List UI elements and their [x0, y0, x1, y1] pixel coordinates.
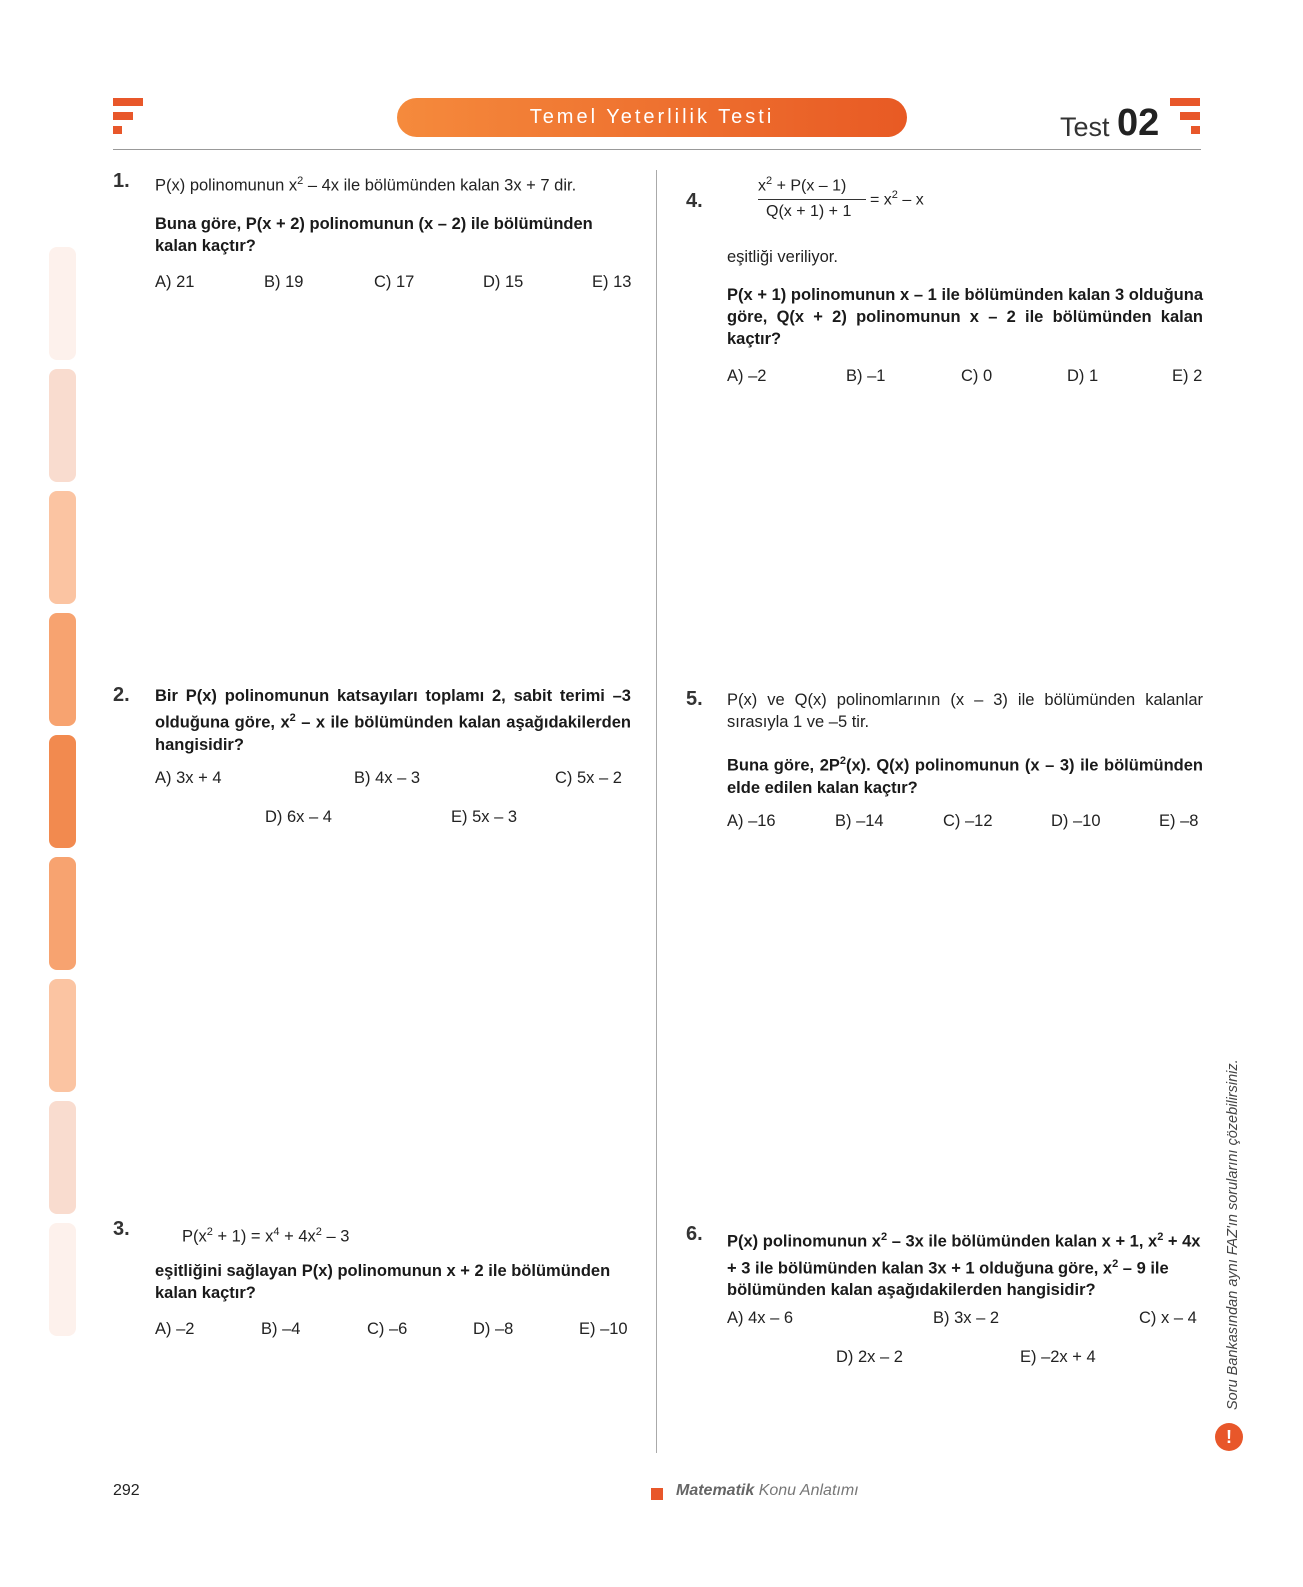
q2-option-b[interactable]: B) 4x – 3: [354, 769, 421, 787]
q3-option-d[interactable]: D) –8: [473, 1320, 514, 1338]
section-tab: [49, 491, 76, 604]
q2-option-c[interactable]: C) 5x – 2: [555, 769, 622, 787]
section-tab: [49, 857, 76, 970]
q4-numerator: $x^2 + P(x - 1)$: [758, 175, 847, 195]
q4-option-c[interactable]: C) 0: [961, 367, 993, 385]
header-divider: [113, 149, 1201, 150]
q3-option-e[interactable]: E) –10: [579, 1320, 628, 1338]
q4-rhs: = $x^2$ – x: [870, 189, 924, 209]
question-5-number: 5.: [686, 688, 703, 710]
side-note: Soru Bankasından aynı FAZ'ın sorularını çözebilirsiniz.: [1225, 1059, 1241, 1410]
q1-option-c[interactable]: C) 17: [374, 273, 415, 291]
question-2-number: 2.: [113, 684, 130, 706]
q1-option-a[interactable]: A) 21: [155, 273, 195, 291]
question-4-text: P(x + 1) polinomunun x – 1 ile bölümünden kalan 3 olduğuna göre, Q(x + 2) polinomunun x – 2 ile bölümünden kalan kaçtır?: [727, 286, 1203, 348]
footer-book-title: [676, 1482, 859, 1500]
test-title-banner: Temel Yeterlilik Testi: [397, 98, 907, 137]
test-label: Test: [1060, 112, 1110, 142]
q3-option-a[interactable]: A) –2: [155, 1320, 195, 1338]
question-6-text: P(x) polinomunun $x^2 - 3x$ ile bölümünden kalan x + 1, $x^2 + 4x + 3$ ile bölümünden kalan 3x + 1 olduğuna göre, $x^2 - 9$ ile bölümünden kalan aşağıdakilerden hangisidir?: [727, 1231, 1201, 1299]
question-5-text: Buna göre, $2P^2(x)$. Q(x) polinomunun (x – 3) ile bölümünden elde edilen kalan kaçtır?: [727, 755, 1203, 797]
brand-logo: [113, 98, 143, 138]
q5-option-b[interactable]: B) –14: [835, 812, 884, 830]
q2-option-d[interactable]: D) 6x – 4: [265, 808, 332, 826]
q6-option-d[interactable]: D) 2x – 2: [836, 1348, 903, 1366]
q6-option-e[interactable]: E) –2x + 4: [1020, 1348, 1096, 1366]
section-tab: [49, 735, 76, 848]
question-6-options: [727, 1309, 1203, 1366]
footer-subtitle: Konu Anlatımı: [758, 1482, 859, 1499]
question-2-options: [155, 769, 631, 826]
section-tab: [49, 247, 76, 360]
question-6-number: 6.: [686, 1223, 703, 1245]
question-2-text: Bir P(x) polinomunun katsayıları toplamı 2, sabit terimi –3 olduğuna göre, $x^2$ – x ile bölümünden kalan aşağıdakilerden hangisidir?: [155, 687, 632, 754]
q4-option-b[interactable]: B) –1: [846, 367, 886, 385]
q4-option-d[interactable]: D) 1: [1067, 367, 1099, 385]
q4-option-e[interactable]: E) 2: [1172, 367, 1203, 385]
column-divider: [656, 170, 657, 1453]
section-tab: [49, 979, 76, 1092]
question-1-number: 1.: [113, 170, 130, 192]
q4-denominator: Q(x + 1) + 1: [766, 203, 852, 220]
question-3-number: 3.: [113, 1218, 130, 1240]
section-tab: [49, 613, 76, 726]
section-tab: [49, 1101, 76, 1214]
question-1-text: Buna göre, P(x + 2) polinomunun (x – 2) ile bölümünden kalan kaçtır?: [155, 214, 593, 255]
question-4-given: eşitliği veriliyor.: [727, 248, 838, 266]
q5-option-e[interactable]: E) –8: [1159, 812, 1199, 830]
question-5-given: P(x) ve Q(x) polinomlarının (x – 3) ile bölümünden kalanlar sırasıyla 1 ve –5 tir.: [727, 691, 1203, 731]
q6-option-a[interactable]: A) 4x – 6: [727, 1309, 794, 1327]
footer-square-icon: [651, 1488, 663, 1500]
page-number: 292: [113, 1482, 140, 1499]
section-tab: [49, 1223, 76, 1336]
q5-option-d[interactable]: D) –10: [1051, 812, 1101, 830]
exclamation-icon: !: [1215, 1423, 1243, 1451]
q5-option-a[interactable]: A) –16: [727, 812, 776, 830]
q1-option-d[interactable]: D) 15: [483, 273, 524, 291]
q1-option-b[interactable]: B) 19: [264, 273, 304, 291]
q1-option-e[interactable]: E) 13: [592, 273, 632, 291]
question-4-number: 4.: [686, 190, 703, 212]
q4-option-a[interactable]: A) –2: [727, 367, 767, 385]
question-1-stem: [155, 170, 631, 257]
footer-subject: Matematik: [676, 1482, 755, 1499]
q6-option-b[interactable]: B) 3x – 2: [933, 1309, 1000, 1327]
q6-option-c[interactable]: C) x – 4: [1139, 1309, 1197, 1327]
test-number: 02: [1117, 102, 1160, 144]
q2-option-e[interactable]: E) 5x – 3: [451, 808, 518, 826]
test-logo: [1170, 98, 1200, 138]
q2-option-a[interactable]: A) 3x + 4: [155, 769, 222, 787]
question-1-given: P(x) polinomunun $x^2 - 4x$ ile bölümünden kalan 3x + 7 dir.: [155, 175, 577, 195]
section-tab: [49, 369, 76, 482]
question-3-equation: $P(x^2 + 1) = x^4 + 4x^2 - 3$: [182, 1226, 350, 1246]
q3-option-c[interactable]: C) –6: [367, 1320, 408, 1338]
q3-option-b[interactable]: B) –4: [261, 1320, 301, 1338]
q5-option-c[interactable]: C) –12: [943, 812, 993, 830]
q4-fraction-bar: [758, 199, 866, 200]
question-3-text: eşitliğini sağlayan P(x) polinomunun x + 2 ile bölümünden kalan kaçtır?: [155, 1262, 611, 1302]
